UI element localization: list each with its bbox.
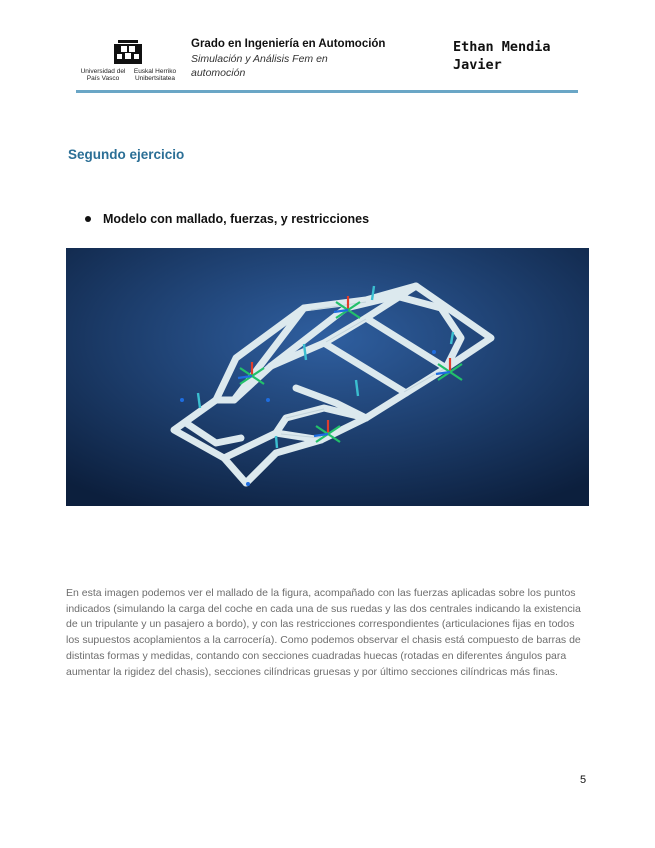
page-number: 5: [580, 774, 587, 786]
section-title: Segundo ejercicio: [68, 147, 185, 162]
bullet-text: Modelo con mallado, fuerzas, y restricciones: [103, 212, 370, 226]
university-logo: [78, 40, 178, 86]
body-paragraph: En esta imagen podemos ver el mallado de la figura, acompañado con las fuerzas aplicadas sobre los puntos indicados (simulando la carga del coche en cada una de sus ruedas y las dos centrales indicando la existencia de un tripulante y un pasajero a bordo), y con las restricciones correspondientes (articulaciones fijas en todos los supuestos acoplamientos a la carrocería). Como podemos observar el chasis está compuesto de barras de distintas formas y medidas, contando con secciones cuadradas huecas (rotadas en diferentes ángulos para aumentar la rigidez del chasis), secciones cilíndricas gruesas y por último secciones cilíndricas más finas.: [66, 587, 581, 678]
logo-text-right: Euskal Herriko Unibertsitatea: [133, 68, 177, 82]
fem-chassis-figure: [66, 248, 589, 506]
header-divider: [76, 90, 578, 93]
fem-chassis-mesh-image: [66, 248, 589, 506]
subject-title: Simulación y Análisis Fem en automoción: [191, 53, 328, 79]
bullet-icon: [85, 216, 91, 222]
bullet-item: [85, 212, 369, 226]
page-header: [0, 0, 655, 100]
figure-background: [66, 248, 589, 506]
logo-text-left: Universidad del País Vasco: [80, 68, 126, 82]
university-logo-icon: [112, 40, 144, 66]
author-name: Ethan Mendia Javier: [453, 39, 551, 73]
degree-title: Grado en Ingeniería en Automoción: [191, 38, 386, 50]
